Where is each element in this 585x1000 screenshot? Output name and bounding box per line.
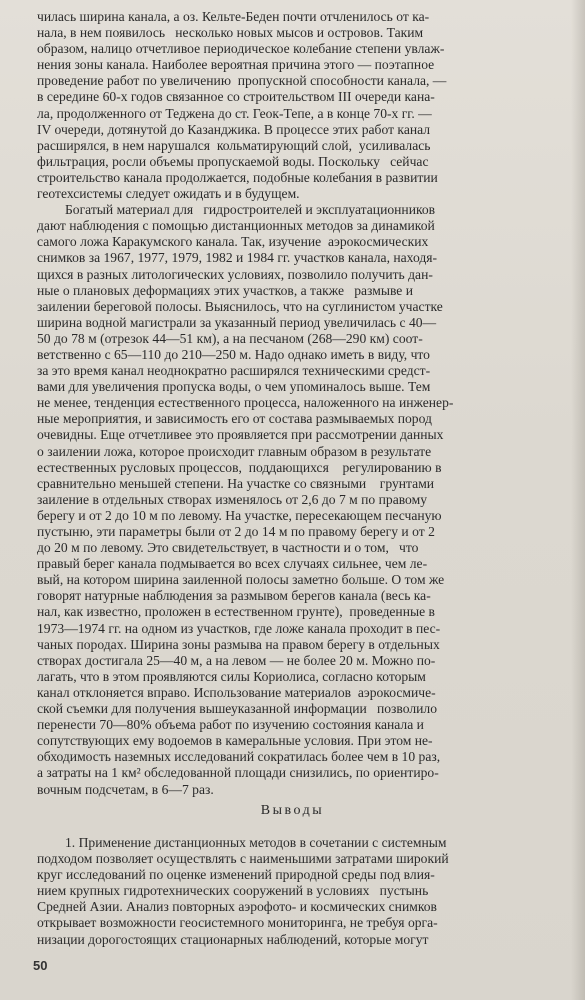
text-line: 1973—1974 гг. на одном из участков, где ложе канала проходит в пес- bbox=[37, 620, 441, 636]
text-line: Средней Азии. Анализ повторных аэрофото- и космических снимков bbox=[37, 899, 437, 915]
text-line: берегу и от 2 до 10 м по левому. На участке, пересекающем песчаную bbox=[37, 507, 442, 523]
text-line: о заилении ложа, которое происходит главным образом в результате bbox=[37, 443, 432, 459]
text-line: круг исследований по оценке изменений природной среды под влия- bbox=[37, 867, 435, 883]
text-line: строительство канала продолжается, подобные колебания в развитии bbox=[37, 169, 438, 185]
text-line: вочным подсчетам, в 6—7 раз. bbox=[37, 781, 214, 797]
paragraph-start-line: Богатый материал для гидростроителей и эксплуатационников bbox=[65, 202, 436, 218]
text-line: створах достигала 25—40 м, а на левом — не более 20 м. Можно по- bbox=[37, 652, 436, 668]
text-line: канал отклоняется вправо. Использование материалов аэрокосмиче- bbox=[37, 684, 436, 700]
text-line: чаных породах. Ширина зоны размыва на правом берегу в отдельных bbox=[37, 636, 440, 652]
text-line: ла, продолженного от Теджена до ст. Геок-Тепе, а в конце 70-х гг. — bbox=[37, 105, 432, 121]
text-line: заиление в отдельных створах изменялось от 2,6 до 7 м по правому bbox=[37, 491, 427, 507]
text-line: дают наблюдения с помощью дистанционных методов за динамикой bbox=[37, 218, 435, 234]
text-line: ные о плановых деформациях этих участков, а также размыве и bbox=[37, 282, 414, 298]
text-line: низации дорогостоящих стационарных наблюдений, которые могут bbox=[37, 931, 429, 947]
text-line: естественных русловых процессов, поддающихся регулированию в bbox=[37, 459, 442, 475]
text-line: нием крупных гидротехнических сооружений в условиях пустынь bbox=[37, 883, 429, 899]
conclusions-text bbox=[37, 835, 557, 948]
text-line: сравнительно меньшей степени. На участке со связными грунтами bbox=[37, 475, 435, 491]
text-line: в середине 60-х годов связанное со строительством III очереди кана- bbox=[37, 89, 435, 105]
text-line: до 20 м по левому. Это свидетельствует, в частности и о том, что bbox=[37, 540, 419, 556]
text-line: вами для увеличения пропуска воды, о чем упоминалось выше. Тем bbox=[37, 379, 431, 395]
text-line: открывает возможности геосистемного мониторинга, не требуя орга- bbox=[37, 915, 438, 931]
text-line: ской съемки для получения вышеуказанной информации позволило bbox=[37, 701, 437, 717]
text-line: IV очереди, дотянутой до Казанджика. В процессе этих работ канал bbox=[37, 121, 431, 137]
text-line: проведение работ по увеличению пропускной способности канала, — bbox=[37, 73, 447, 89]
page-number: 50 bbox=[33, 958, 48, 973]
text-line: нал, как известно, проложен в естественном грунте), проведенные в bbox=[37, 604, 435, 620]
text-line: 50 до 78 м (отрезок 44—51 км), а на песчаном (268—290 км) соот- bbox=[37, 330, 423, 346]
body-text bbox=[37, 9, 557, 798]
text-line: подходом позволяет осуществлять с наименьшими затратами широкий bbox=[37, 851, 449, 867]
text-line: обходимость наземных исследований сократилась более чем в 10 раз, bbox=[37, 749, 441, 765]
text-line: образом, налицо отчетливое периодическое колебание степени увлаж- bbox=[37, 41, 445, 57]
text-line: перенести 70—80% объема работ по изучению состояния канала и bbox=[37, 717, 424, 733]
text-line: правый берег канала подмывается во всех случаях сильнее, чем ле- bbox=[37, 556, 428, 572]
text-line: пустыню, эти параметры были от 2 до 14 м по правому берегу и от 2 bbox=[37, 524, 435, 539]
text-line: фильтрация, росли объемы пропускаемой воды. Поскольку сейчас bbox=[37, 153, 429, 169]
text-line: геотехсистемы следует ожидать и в будущем. bbox=[37, 186, 300, 202]
text-line: ширина водной магистрали за указанный период увеличилась с 40— bbox=[37, 314, 437, 330]
text-line: лагать, что в этом проявляются силы Кориолиса, согласно которым bbox=[37, 668, 426, 684]
text-line: а затраты на 1 км² обследованной площади снизились, по ориентиро- bbox=[37, 765, 439, 781]
text-line: вый, на котором ширина заиленной полосы заметно больше. О том же bbox=[37, 572, 445, 588]
text-line: расширялся, в нем нарушался кольматирующий слой, усиливалась bbox=[37, 137, 431, 153]
text-line: заилении береговой полосы. Выяснилось, что на суглинистом участке bbox=[37, 298, 443, 314]
text-line: за это время канал неоднократно расширялся техническими средст- bbox=[37, 363, 431, 379]
text-line: сопутствующих ему водоемов в камеральные условия. При этом не- bbox=[37, 733, 433, 749]
text-line: ные мероприятия, и зависимость его от состава размываемых пород bbox=[37, 411, 432, 427]
text-line: нения зоны канала. Наиболее вероятная причина этого — поэтапное bbox=[37, 57, 435, 73]
text-line: щихся в разных литологических условиях, позволило получить дан- bbox=[37, 266, 433, 282]
text-line: нала, в нем появилось несколько новых мысов и островов. Таким bbox=[37, 25, 424, 41]
text-line: снимков за 1967, 1977, 1979, 1982 и 1984 гг. участков канала, находя- bbox=[37, 250, 438, 266]
text-line: ветственно с 65—110 до 210—250 м. Надо однако иметь в виду, что bbox=[37, 346, 430, 362]
text-line: не менее, тенденция естественного процесса, наложенного на инженер- bbox=[37, 395, 454, 411]
text-line: чилась ширина канала, а оз. Кельте-Беден почти отчленилось от ка- bbox=[37, 9, 430, 24]
section-heading: Выводы bbox=[260, 803, 325, 818]
text-line: очевидны. Еще отчетливее это проявляется при рассмотрении данных bbox=[37, 427, 444, 443]
paragraph-start-line: 1. Применение дистанционных методов в сочетании с системным bbox=[65, 835, 447, 850]
text-line: говорят натурные наблюдения за размывом берегов канала (весь ка- bbox=[37, 588, 431, 604]
text-line: самого ложа Каракумского канала. Так, изучение аэрокосмических bbox=[37, 234, 429, 250]
